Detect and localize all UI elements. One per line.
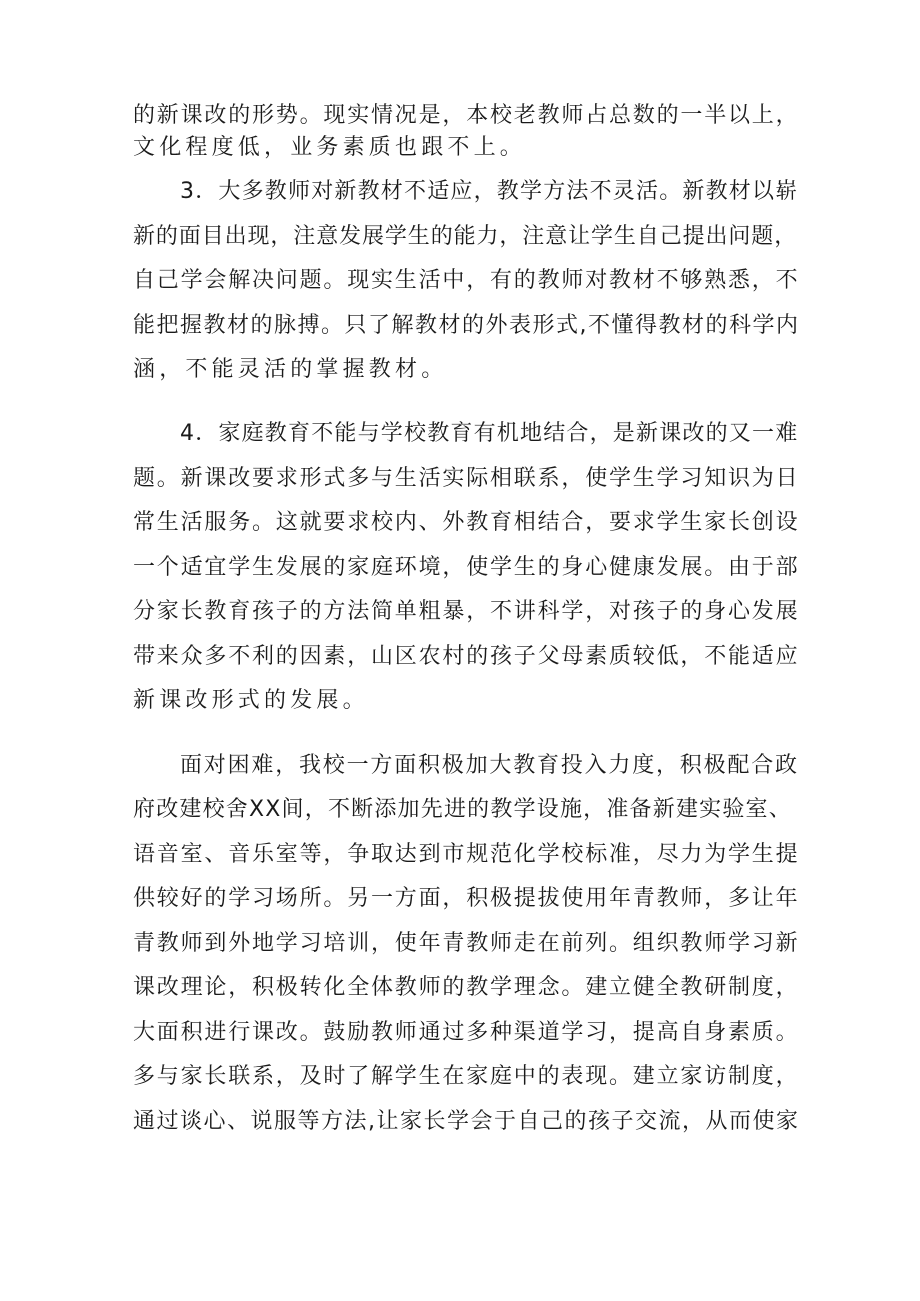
- text-line: 3．大多教师对新教材不适应，教学方法不灵活。新教材以崭: [180, 179, 799, 204]
- text-line: 语音室、音乐室等，争取达到市规范化学校标准，尽力为学生提: [133, 842, 800, 867]
- text-line: 通过谈心、说服等方法,让家长学会于自己的孩子交流，从而使家: [133, 1109, 800, 1134]
- text-line: 文化程度低，业务素质也跟不上。: [133, 135, 527, 160]
- text-line: 能把握教材的脉搏。只了解教材的外表形式,不懂得教材的科学内: [133, 313, 800, 338]
- text-line: 常生活服务。这就要求校内、外教育相结合，要求学生家长创设: [133, 510, 800, 535]
- text-line: 带来众多不利的因素，山区农村的孩子父母素质较低，不能适应: [133, 644, 800, 669]
- text-line: 新的面目出现，注意发展学生的能力，注意让学生自己提出问题，: [133, 224, 798, 249]
- text-line: 面对困难，我校一方面积极加大教育投入力度，积极配合政: [180, 753, 799, 778]
- text-line: 分家长教育孩子的方法简单粗暴，不讲科学，对孩子的身心发展: [133, 599, 800, 624]
- text-line: 涵，不能灵活的掌握教材。: [133, 357, 448, 382]
- text-line: 大面积进行课改。鼓励教师通过多种渠道学习，提高自身素质。: [133, 1020, 800, 1045]
- text-line: 自己学会解决问题。现实生活中，有的教师对教材不够熟悉，不: [133, 268, 800, 293]
- text-line: 的新课改的形势。现实情况是，本校老教师占总数的一半以上，: [133, 103, 800, 128]
- text-line: 课改理论，积极转化全体教师的教学理念。建立健全教研制度，: [133, 975, 800, 1000]
- text-line: 新课改形式的发展。: [133, 688, 369, 713]
- text-line: 4．家庭教育不能与学校教育有机地结合，是新课改的又一难: [180, 421, 799, 446]
- text-line: 供较好的学习场所。另一方面，积极提拔使用年青教师，多让年: [133, 886, 800, 911]
- text-line: 府改建校舍XX间，不断添加先进的教学设施，准备新建实验室、: [133, 797, 792, 822]
- text-line: 青教师到外地学习培训，使年青教师走在前列。组织教师学习新: [133, 931, 800, 956]
- text-line: 多与家长联系，及时了解学生在家庭中的表现。建立家访制度，: [133, 1064, 800, 1089]
- text-line: 一个适宜学生发展的家庭环境，使学生的身心健康发展。由于部: [133, 555, 800, 580]
- text-line: 题。新课改要求形式多与生活实际相联系，使学生学习知识为日: [133, 466, 800, 491]
